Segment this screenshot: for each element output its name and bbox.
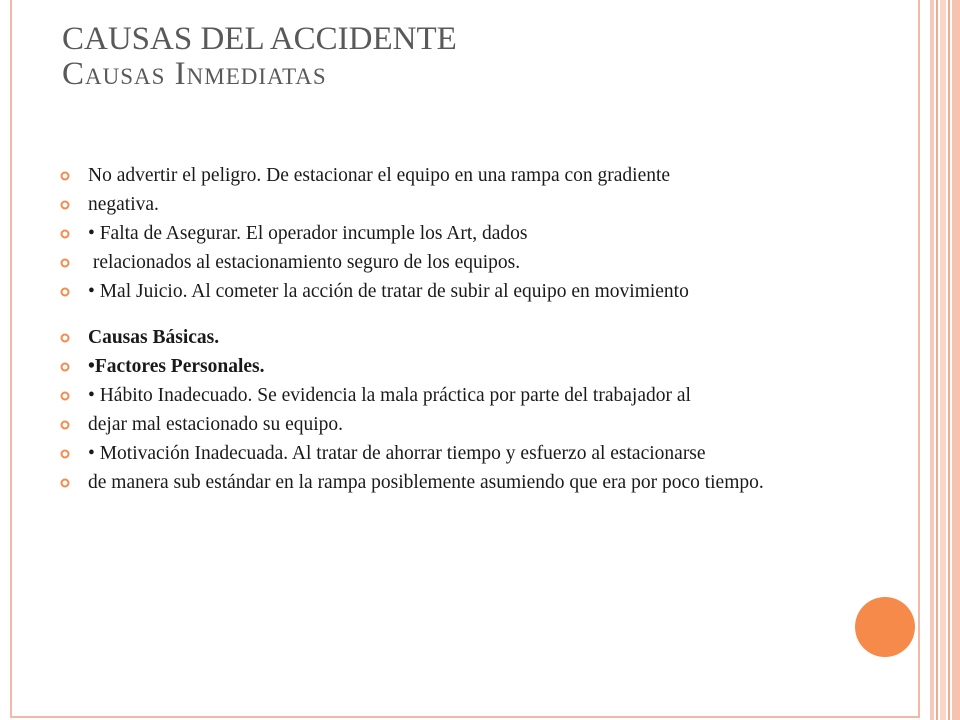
list-item-text: Causas Básicas. (88, 327, 220, 348)
bullet-icon (60, 171, 70, 181)
list-item-text: •Factores Personales. (88, 356, 265, 377)
list-item-text: • Hábito Inadecuado. Se evidencia la mala práctica por parte del trabajador al (88, 385, 691, 406)
list-item-text: • Mal Juicio. Al cometer la acción de tratar de subir al equipo en movimiento (88, 281, 689, 302)
list-item-text: relacionados al estacionamiento seguro de los equipos. (88, 252, 521, 273)
bullet-icon (60, 287, 70, 297)
list-item-heading (58, 357, 838, 377)
list-item-heading (58, 328, 838, 348)
bullet-icon (60, 200, 70, 210)
list-item (58, 415, 838, 435)
list-item-text: • Falta de Asegurar. El operador incumple los Art, dados (88, 223, 528, 244)
bullet-list (58, 166, 838, 502)
bullet-icon (60, 449, 70, 459)
list-item-text: negativa. (88, 194, 159, 215)
list-item (58, 282, 838, 302)
list-item (58, 444, 838, 464)
list-item (58, 166, 838, 186)
list-item (58, 473, 838, 493)
bullet-icon (60, 478, 70, 488)
bullet-icon (60, 362, 70, 372)
bullet-icon (60, 420, 70, 430)
bullet-icon (60, 391, 70, 401)
list-item (58, 253, 838, 273)
list-item-text: dejar mal estacionado su equipo. (88, 414, 344, 435)
title-line-2: Causas Inmediatas (62, 55, 327, 92)
list-item (58, 224, 838, 244)
list-item-text: de manera sub estándar en la rampa posiblemente asumiendo que era por poco tiempo. (88, 472, 764, 493)
bullet-icon (60, 258, 70, 268)
bullet-icon (60, 333, 70, 343)
list-item-text: • Motivación Inadecuada. Al tratar de ahorrar tiempo y esfuerzo al estacionarse (88, 443, 706, 464)
right-decorative-stripes (930, 0, 960, 720)
slide-title (62, 22, 457, 91)
bullet-icon (60, 229, 70, 239)
list-item (58, 386, 838, 406)
orange-circle-decoration (855, 597, 915, 657)
list-item (58, 195, 838, 215)
title-line-1: CAUSAS DEL ACCIDENTE (62, 21, 457, 57)
list-item-text: No advertir el peligro. De estacionar el equipo en una rampa con gradiente (88, 165, 671, 186)
